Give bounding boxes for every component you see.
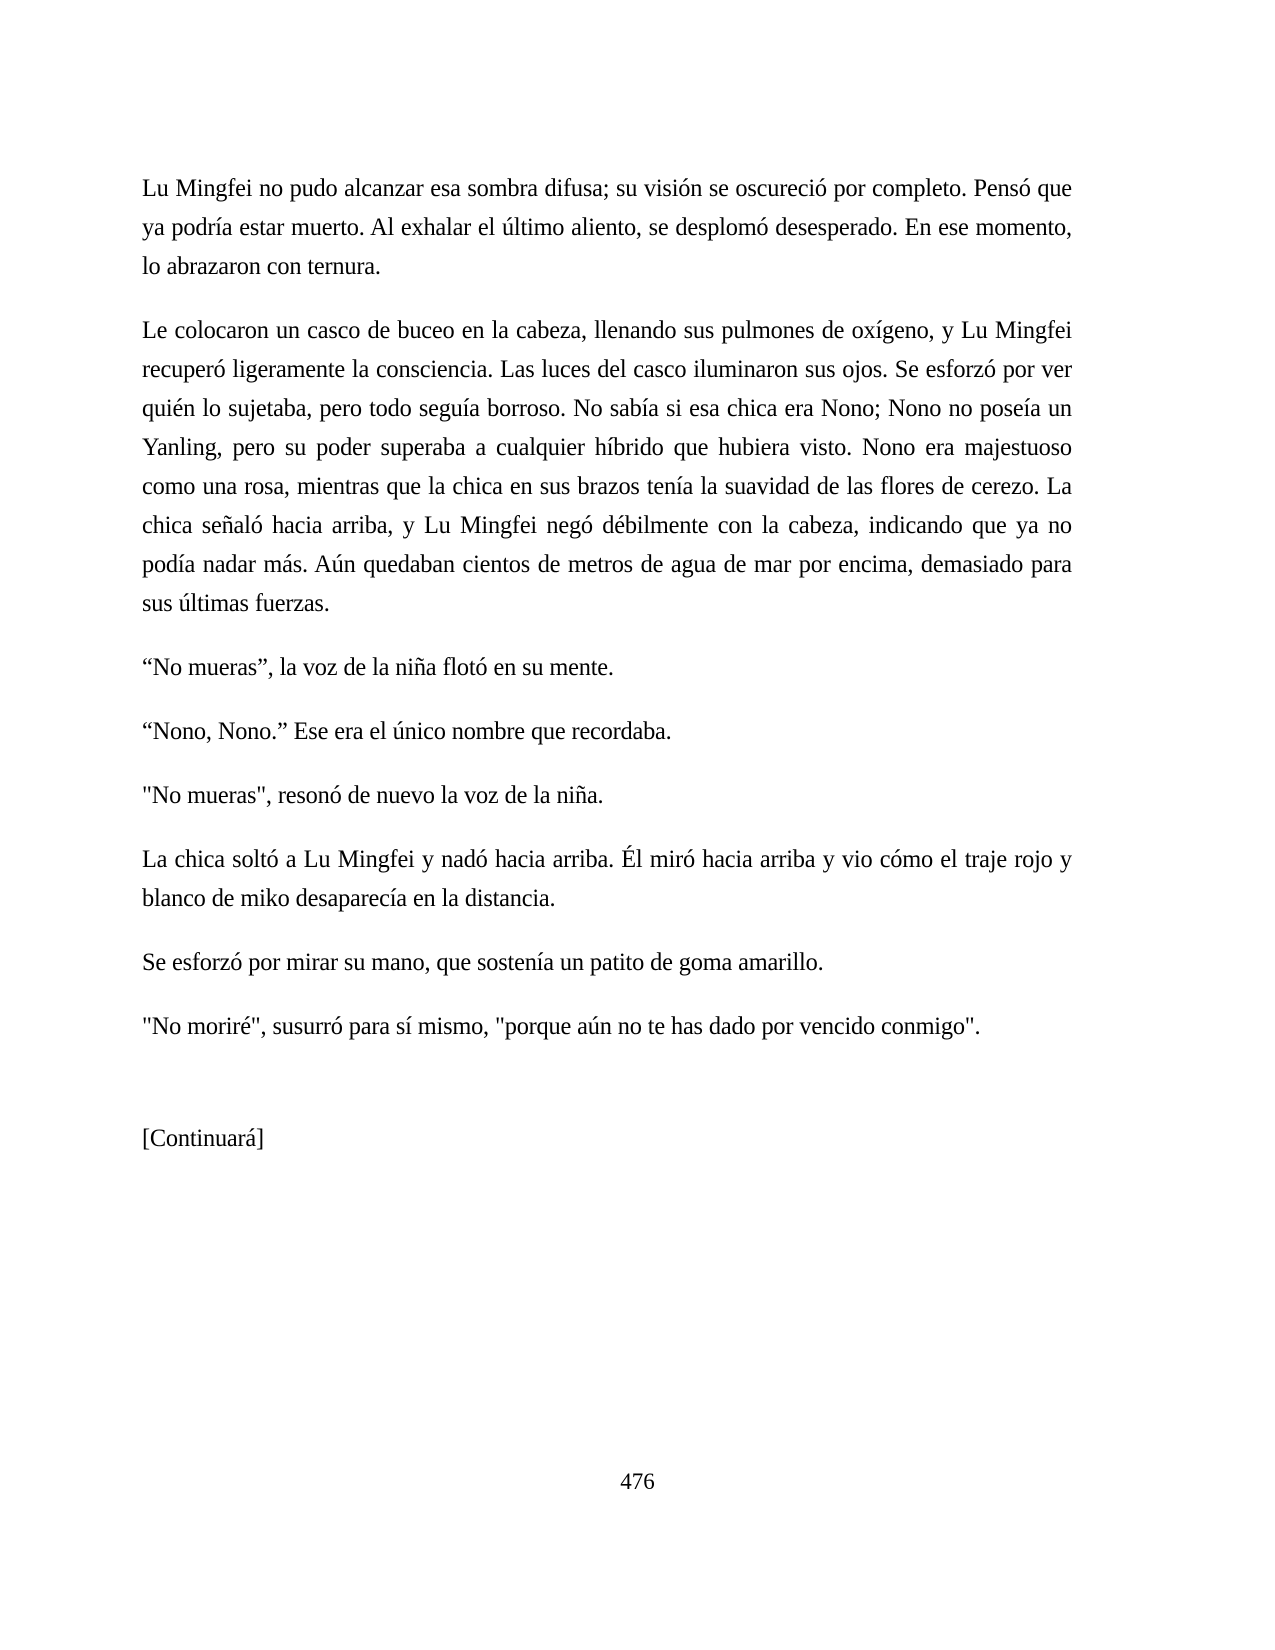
paragraph-4: “Nono, Nono.” Ese era el único nombre que recordaba. (142, 716, 672, 745)
page-body-text (142, 168, 1072, 1045)
paragraph-5: "No mueras", resonó de nuevo la voz de la niña. (142, 780, 604, 809)
to-be-continued-note: [Continuará] (142, 1123, 264, 1152)
page-number: 476 (620, 1469, 655, 1494)
paragraph-6: La chica soltó a Lu Mingfei y nadó hacia arriba. Él miró hacia arriba y vio cómo el traje rojo y blanco de miko desaparecía en la distancia. (142, 844, 1072, 912)
paragraph-7: Se esforzó por mirar su mano, que sostenía un patito de goma amarillo. (142, 947, 824, 976)
paragraph-3: “No mueras”, la voz de la niña flotó en su mente. (142, 652, 614, 681)
paragraph-2: Le colocaron un casco de buceo en la cabeza, llenando sus pulmones de oxígeno, y Lu Mingfei recuperó ligeramente la consciencia. Las luces del casco iluminaron sus ojos. Se esforzó por ver quién lo sujetaba, pero todo seguía borroso. No sabía si esa chica era Nono; Nono no poseía un Yanling, pero su poder superaba a cualquier híbrido que hubiera visto. Nono era majestuoso como una rosa, mientras que la chica en sus brazos tenía la suavidad de las flores de cerezo. La chica señaló hacia arriba, y Lu Mingfei negó débilmente con la cabeza, indicando que ya no podía nadar más. Aún quedaban cientos de metros de agua de mar por encima, demasiado para sus últimas fuerzas. (142, 315, 1072, 617)
paragraph-8: "No moriré", susurró para sí mismo, "porque aún no te has dado por vencido conmigo". (142, 1011, 981, 1040)
paragraph-1: Lu Mingfei no pudo alcanzar esa sombra difusa; su visión se oscureció por completo. Pensó que ya podría estar muerto. Al exhalar el último aliento, se desplomó desesperado. En ese momento, lo abrazaron con ternura. (142, 173, 1072, 280)
